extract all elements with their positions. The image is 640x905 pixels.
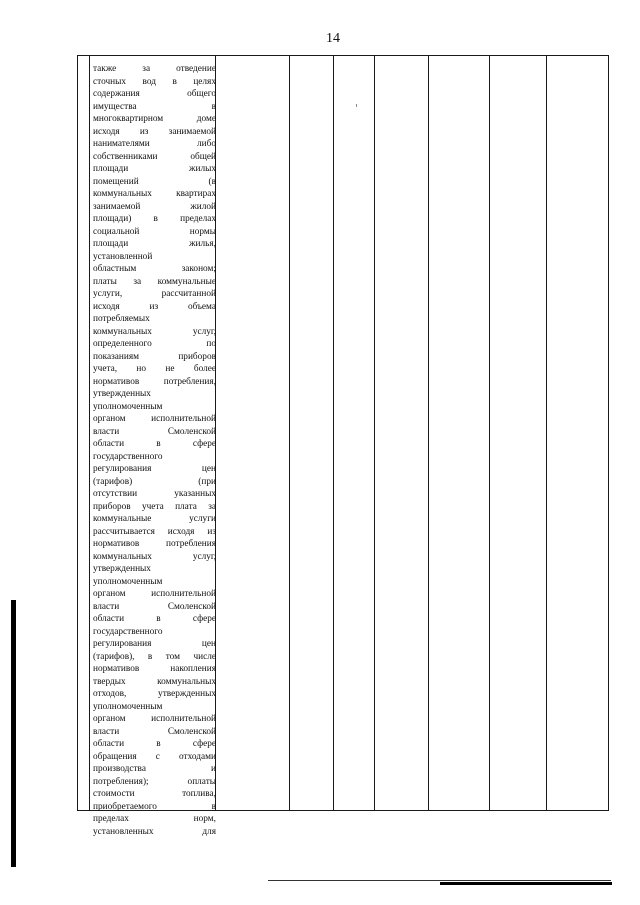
cell-text-line: стоимости топлива, <box>93 789 216 799</box>
cell-text-line: приобретаемого в <box>93 801 216 812</box>
cell-text-line: твердых коммунальных <box>93 676 216 687</box>
cell-text-line: содержания общего <box>93 89 216 99</box>
cell-text-line: уполномоченным <box>93 401 163 412</box>
cell-text-line: установленной <box>93 251 153 262</box>
cell-text-line: органом исполнительной <box>93 414 216 424</box>
cell-text-line: нормативов потребления <box>93 539 216 549</box>
cell-text-line: уполномоченным <box>93 701 163 712</box>
cell-text-line: нанимателями либо <box>93 139 216 149</box>
cell-text-line: пределах норм, <box>93 814 216 824</box>
cell-text-line: потребления); оплаты <box>93 776 216 787</box>
cell-text-line: коммунальных услуг, <box>93 326 216 337</box>
cell-text-line: уполномоченным <box>93 576 163 587</box>
cell-text-line: помещений (в <box>93 176 216 187</box>
cell-text-line: площади жилья, <box>93 239 216 249</box>
table-column-divider <box>374 56 375 810</box>
cell-text-line: обращения с отходами <box>93 751 216 762</box>
cell-text-line: площади жилых <box>93 164 216 174</box>
bottom-rule-thick <box>440 882 612 885</box>
cell-text-line: определенного по <box>93 339 216 349</box>
table-column-divider <box>289 56 290 810</box>
cell-text-line: установленных для <box>93 826 216 837</box>
cell-text-line: утвержденных <box>93 389 151 399</box>
table-column-divider <box>489 56 490 810</box>
cell-text-line: области в сфере <box>93 439 216 449</box>
cell-text-line: занимаемой жилой <box>93 201 216 212</box>
cell-text-line: имущества в <box>93 101 216 112</box>
page-number: 14 <box>326 31 340 46</box>
cell-text-line: услуги, рассчитанной <box>93 289 216 299</box>
cell-text-line: области в сфере <box>93 739 216 749</box>
scan-margin-mark <box>11 600 16 867</box>
cell-text-line: регулирования цен <box>93 464 216 474</box>
cell-text-line: органом исполнительной <box>93 589 216 599</box>
cell-text-line: власти Смоленской <box>93 726 216 737</box>
cell-text-line: коммунальных услуг, <box>93 551 216 562</box>
cell-text-line: (тарифов) (при <box>93 476 216 487</box>
cell-text-line: исходя из занимаемой <box>93 126 216 137</box>
cell-text-line: нормативов накопления <box>93 664 216 674</box>
cell-text-line: государственного <box>93 451 163 462</box>
cell-text-line: отсутствии указанных <box>93 489 216 499</box>
table-column-divider <box>333 56 334 810</box>
scan-speck <box>356 104 357 107</box>
document-table <box>77 55 609 837</box>
cell-text-line: показаниям приборов <box>93 351 216 362</box>
cell-text-line: регулирования цен <box>93 639 216 649</box>
cell-text-line: (тарифов), в том числе <box>93 651 216 662</box>
cell-text-line: платы за коммунальные <box>93 276 216 287</box>
cell-text-line: потребляемых <box>93 314 150 324</box>
cell-text-line: коммунальных квартирах <box>93 189 216 199</box>
cell-text-line: приборов учета плата за <box>93 501 216 512</box>
cell-text-line: утвержденных <box>93 564 151 574</box>
table-column-divider <box>89 56 90 810</box>
cell-text-line: отходов, утвержденных <box>93 689 216 699</box>
cell-text-line: рассчитывается исходя из <box>93 526 216 537</box>
bottom-rule <box>268 880 611 881</box>
cell-text-line: социальной нормы <box>93 226 216 237</box>
cell-text-line: власти Смоленской <box>93 426 216 437</box>
cell-text-line: сточных вод в целях <box>93 76 216 87</box>
cell-text-line: органом исполнительной <box>93 714 216 724</box>
cell-text-line: коммунальные услуги <box>93 514 216 524</box>
cell-text-line: многоквартирном доме <box>93 114 216 124</box>
table-column-divider <box>546 56 547 810</box>
cell-text-line: исходя из объема <box>93 301 216 312</box>
cell-text-line: учета, но не более <box>93 364 216 374</box>
cell-text-line: власти Смоленской <box>93 601 216 612</box>
cell-text-line: нормативов потребления, <box>93 376 216 387</box>
cell-text-line: площади) в пределах <box>93 214 216 224</box>
cell-text-line: производства и <box>93 764 216 774</box>
cell-text-line: также за отведение <box>93 64 216 74</box>
table-cell-text <box>93 63 216 838</box>
cell-text-line: собственниками общей <box>93 151 216 162</box>
cell-text-line: областным законом; <box>93 264 216 274</box>
cell-text-line: государственного <box>93 626 163 637</box>
cell-text-line: области в сфере <box>93 614 216 624</box>
table-column-divider <box>428 56 429 810</box>
